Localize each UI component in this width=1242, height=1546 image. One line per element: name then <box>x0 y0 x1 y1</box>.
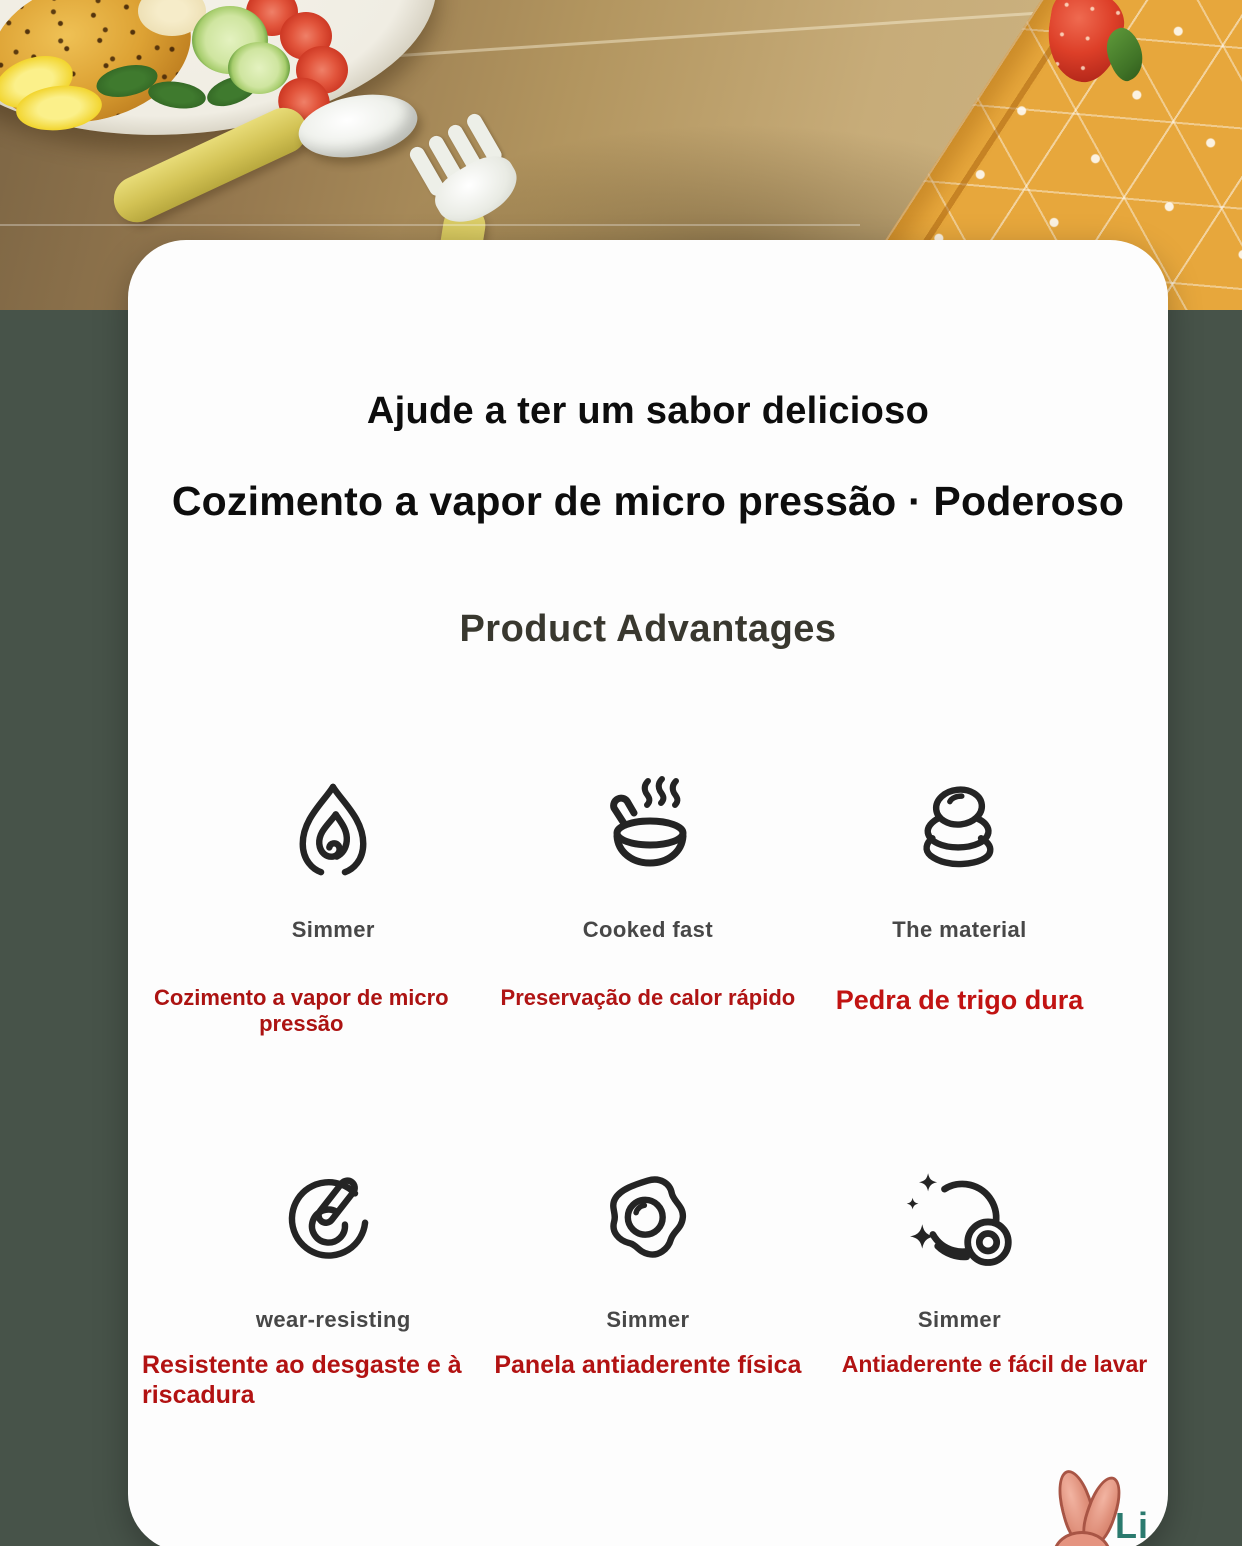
advantage-wear-resisting <box>128 1160 475 1410</box>
photo-seam-line <box>0 224 860 226</box>
sparkling-dishes-icon <box>901 1160 1017 1275</box>
advantage-nonstick <box>475 1160 822 1410</box>
content-card <box>128 240 1168 1546</box>
advantage-label: The material <box>892 917 1027 942</box>
flame-icon <box>278 770 388 885</box>
table-edge-highlight <box>340 10 1059 61</box>
advantage-easy-clean <box>821 1160 1168 1410</box>
advantage-simmer <box>128 770 475 1037</box>
headline-line1: Ajude a ter um sabor delicioso <box>366 390 930 432</box>
advantage-description: Antiaderente e fácil de lavar <box>841 1351 1148 1377</box>
rabbit-mascot <box>1053 1465 1242 1546</box>
mascot-wordmark: Li <box>1115 1505 1149 1546</box>
advantage-label: Simmer <box>606 1307 690 1332</box>
advantage-label: Cooked fast <box>582 917 714 942</box>
advantage-description: Preservação de calor rápido <box>500 985 796 1010</box>
advantage-cooked-fast <box>475 770 822 1037</box>
advantage-material <box>821 770 1168 1037</box>
headline-line2: Cozimento a vapor de micro pressão · Poderoso <box>171 478 1125 524</box>
advantage-label: Simmer <box>291 917 375 942</box>
advantage-description: Resistente ao desgaste e à riscadura <box>142 1351 462 1409</box>
advantage-label: Simmer <box>917 1307 1002 1332</box>
advantage-description: Panela antiaderente física <box>494 1351 802 1379</box>
advantage-description: Pedra de trigo dura <box>835 985 1084 1015</box>
advantages-row-2 <box>128 1160 1168 1410</box>
section-title: Product Advantages <box>459 608 837 650</box>
advantages-row-1 <box>128 770 1168 1037</box>
steaming-pan-icon <box>588 770 708 885</box>
stones-icon <box>904 770 1014 885</box>
fried-egg-icon <box>593 1160 703 1275</box>
advantage-label: wear-resisting <box>255 1307 411 1332</box>
cucumber-slice <box>228 42 290 94</box>
advantage-description: Cozimento a vapor de micro pressão <box>153 985 449 1036</box>
pot-spatula-icon <box>278 1160 388 1275</box>
